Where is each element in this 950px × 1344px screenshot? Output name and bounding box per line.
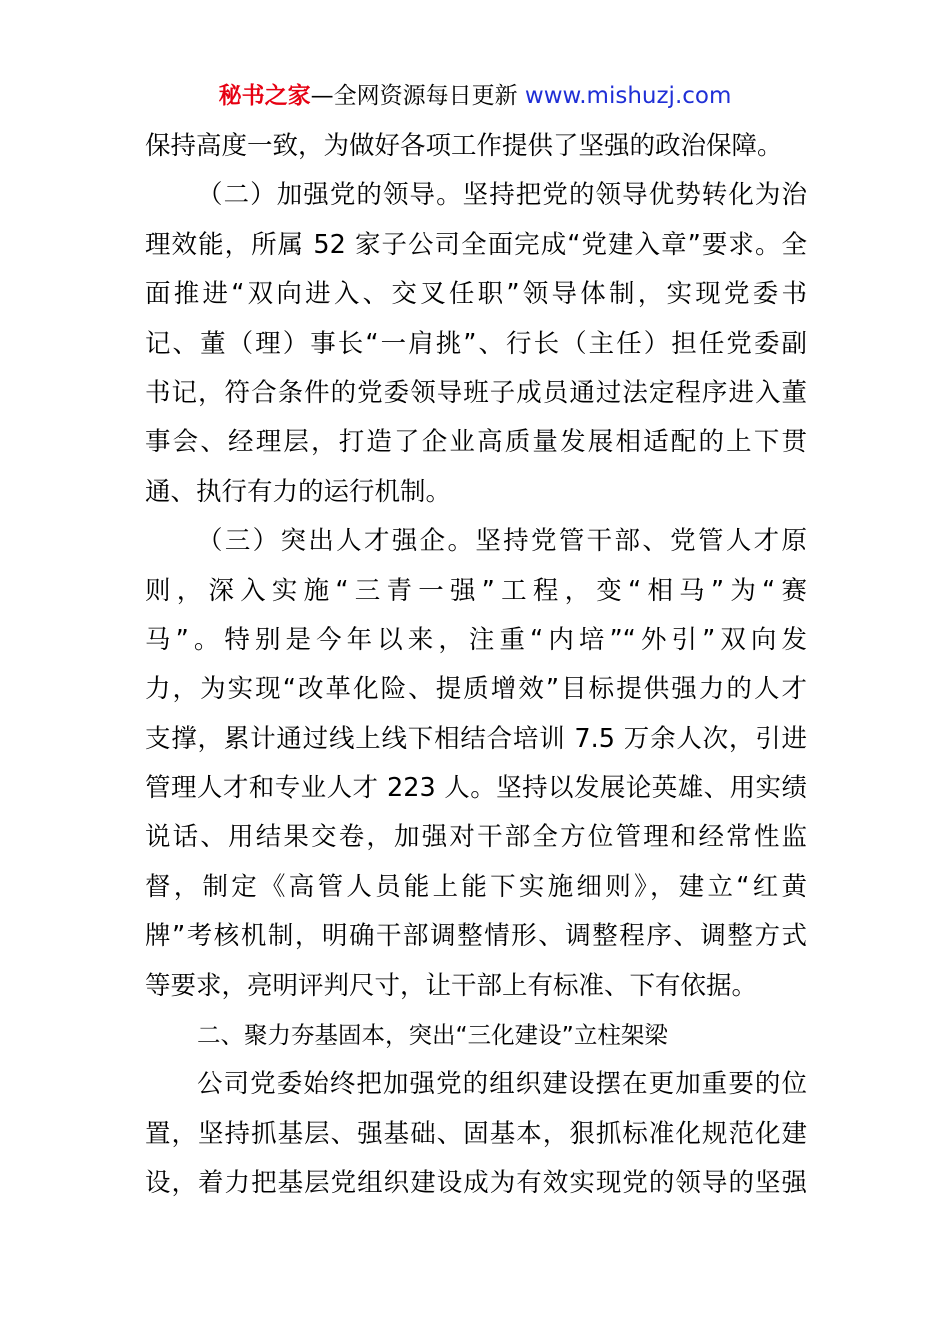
paragraph-line: 面推进“双向进入、交叉任职”领导体制，实现党委书 <box>145 279 807 310</box>
paragraph-line: 力，为实现“改革化险、提质增效”目标提供强力的人才 <box>145 674 807 705</box>
paragraph-line: 置，坚持抓基层、强基础、固基本，狠抓标准化规范化建 <box>145 1118 807 1149</box>
paragraph-line: 督，制定《高管人员能上能下实施细则》，建立“红黄 <box>145 871 807 902</box>
paragraph-line: 事会、经理层，打造了企业高质量发展相适配的上下贯 <box>145 427 807 458</box>
paragraph-line: 等要求，亮明评判尺寸，让干部上有标准、下有依据。 <box>145 970 758 1001</box>
paragraph-line: 公司党委始终把加强党的组织建设摆在更加重要的位 <box>197 1069 807 1100</box>
paragraph-line: 管理人才和专业人才 223 人。坚持以发展论英雄、用实绩 <box>145 773 807 804</box>
paragraph-line: 理效能，所属 52 家子公司全面完成“党建入章”要求。全 <box>145 229 807 260</box>
paragraph-line: 说话、用结果交卷，加强对干部全方位管理和经常性监 <box>145 822 807 853</box>
section-heading: 二、聚力夯基固本，突出“三化建设”立柱架梁 <box>197 1021 668 1050</box>
document-body <box>145 122 807 1209</box>
paragraph-line: 则，深入实施“三青一强”工程，变“相马”为“赛 <box>145 575 807 606</box>
header-tagline: —全网资源每日更新 <box>310 83 525 109</box>
header-brand: 秘书之家 <box>218 83 311 109</box>
header-site-link[interactable]: www.mishuzj.com <box>524 83 732 109</box>
paragraph-line: 书记，符合条件的党委领导班子成员通过法定程序进入董 <box>145 377 807 408</box>
page-header <box>0 80 950 112</box>
paragraph-line: 牌”考核机制，明确干部调整情形、调整程序、调整方式 <box>145 921 807 952</box>
paragraph-line: （三）突出人才强企。坚持党管干部、党管人才原 <box>197 526 807 557</box>
paragraph-line: 保持高度一致，为做好各项工作提供了坚强的政治保障。 <box>145 131 783 161</box>
paragraph-line: 设，着力把基层党组织建设成为有效实现党的领导的坚强 <box>145 1168 807 1199</box>
paragraph-line: 通、执行有力的运行机制。 <box>145 476 452 507</box>
paragraph-line: （二）加强党的领导。坚持把党的领导优势转化为治 <box>197 180 807 211</box>
paragraph-line: 马”。特别是今年以来，注重“内培”“外引”双向发 <box>145 624 807 655</box>
paragraph-line: 支撑，累计通过线上线下相结合培训 7.5 万余人次，引进 <box>145 723 807 754</box>
paragraph-line: 记、董（理）事长“一肩挑”、行长（主任）担任党委副 <box>145 328 807 359</box>
